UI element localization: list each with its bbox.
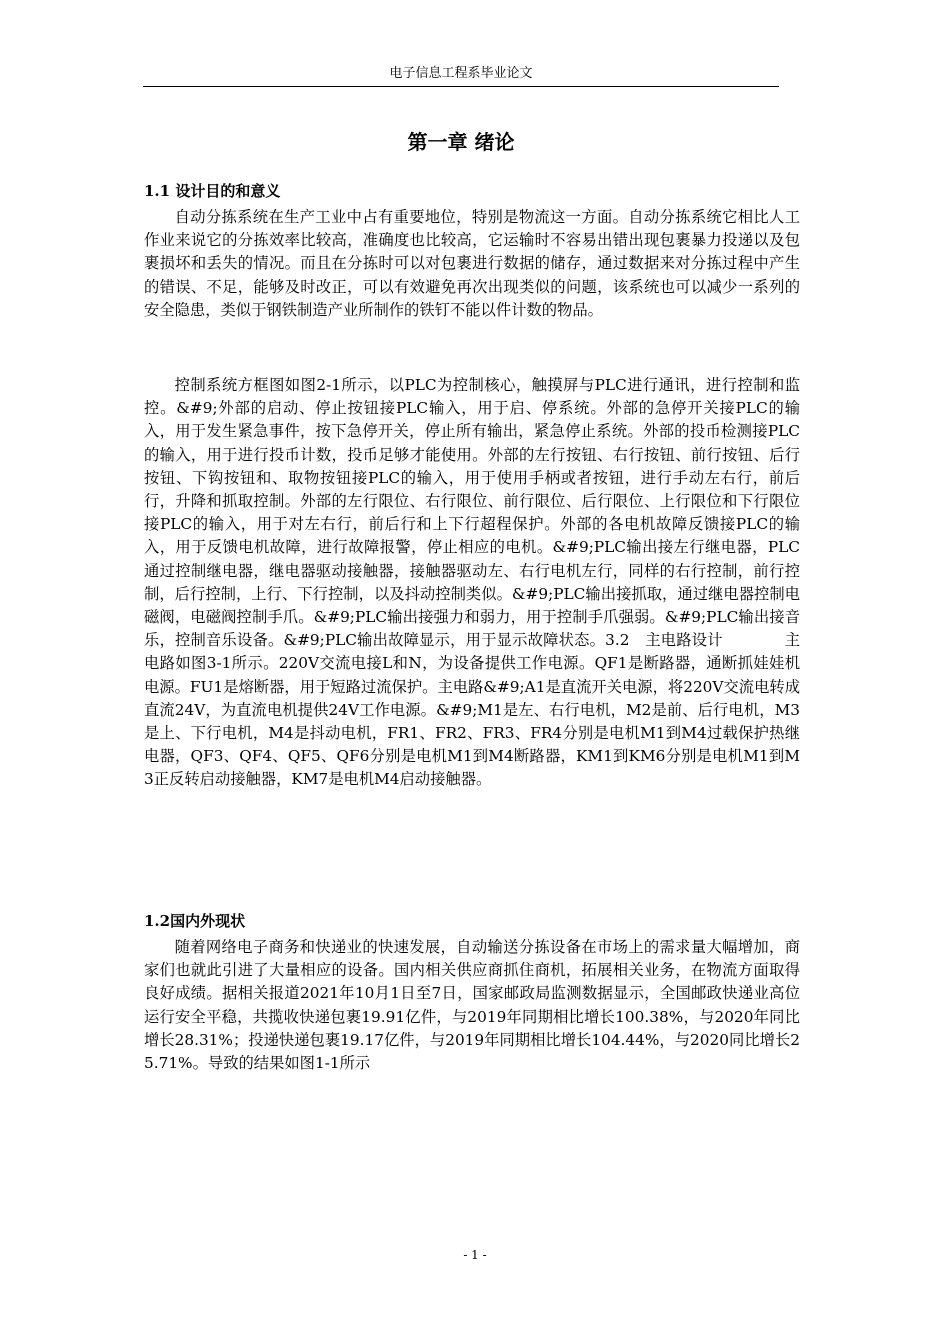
- paragraph-domestic-status: 随着网络电子商务和快递业的快速发展，自动输送分拣设备在市场上的需求量大幅增加，商家们也就此引进了大量相应的设备。国内相关供应商抓住商机，拓展相关业务，在物流方面取得良好成绩。据相关报道2021年10月1日至7日，国家邮政局监测数据显示，全国邮政快递业高位运行安全平稳，共揽收快递包裹19.91亿件，与2019年同期相比增长100.38%，与2020年同比增长28.31%；投递快递包裹19.17亿件，与2019年同期相比增长104.44%，与2020同比增长25.71%。导致的结果如图1-1所示: [144, 938, 800, 1073]
- section-heading-1-1: 1.1 设计目的和意义: [144, 182, 281, 200]
- header-rule: [143, 86, 779, 87]
- page-number: - 1 -: [463, 1248, 487, 1262]
- paragraph-control-system: 控制系统方框图如图2-1所示，以PLC为控制核心，触摸屏与PLC进行通讯，进行控制和监控。&#9;外部的启动、停止按钮接PLC输入，用于启、停系统。外部的急停开关接PLC的输入，用于发生紧急事件，按下急停开关，停止所有输出，紧急停止系统。外部的投币检测接PLC的输入，用于进行投币计数，投币足够才能使用。外部的左行按钮、右行按钮、前行按钮、后行按钮、下钩按钮和、取物按钮接PLC的输入，用于使用手柄或者按钮，进行手动左右行，前后行，升降和抓取控制。外部的左行限位、右行限位、前行限位、后行限位、上行限位和下行限位接PLC的输入，用于对左右行，前后行和上下行超程保护。外部的各电机故障反馈接PLC的输入，用于反馈电机故障，进行故障报警，停止相应的电机。&#9;PLC输出接左行继电器，PLC通过控制继电器，继电器驱动接触器，接触器驱动左、右行电机左行，同样的右行控制，前行控制，后行控制，上行、下行控制，以及抖动控制类似。&#9;PLC输出接抓取，通过继电器控制电磁阀，电磁阀控制手爪。&#9;PLC输出接强力和弱力，用于控制手爪强弱。&#9;PLC输出接音乐，控制音乐设备。&#9;PLC输出故障显示，用于显示故障状态。3.2 主电路设计 主电路如图3-1所示。220V交流电接L和N，为设备提供工作电源。QF1是断路器，通断抓娃娃机电源。FU1是熔断器，用于短路过流保护。主电路&#9;A1是直流开关电源，将220V交流电转成直流24V，为直流电机提供24V工作电源。&#9;M1是左、右行电机，M2是前、后行电机，M3是上、下行电机，M4是抖动电机，FR1、FR2、FR3、FR4分别是电机M1到M4过载保护热继电器，QF3、QF4、QF5、QF6分别是电机M1到M4断路器，KM1到KM6分别是电机M1到M3正反转启动接触器，KM7是电机M4启动接触器。: [144, 376, 800, 789]
- chapter-title: 第一章 绪论: [407, 130, 515, 154]
- section-heading-1-2: 1.2国内外现状: [144, 912, 246, 930]
- paragraph-purpose: 自动分拣系统在生产工业中占有重要地位，特别是物流这一方面。自动分拣系统它相比人工作业来说它的分拣效率比较高，准确度也比较高，它运输时不容易出错出现包裹暴力投递以及包裹损坏和丢失的情况。而且在分拣时可以对包裹进行数据的储存，通过数据来对分拣过程中产生的错误、不足，能够及时改正，可以有效避免再次出现类似的问题，该系统也可以减少一系列的安全隐患，类似于钢铁制造产业所制作的铁钉不能以件计数的物品。: [144, 208, 800, 319]
- running-header: 电子信息工程系毕业论文: [389, 66, 533, 81]
